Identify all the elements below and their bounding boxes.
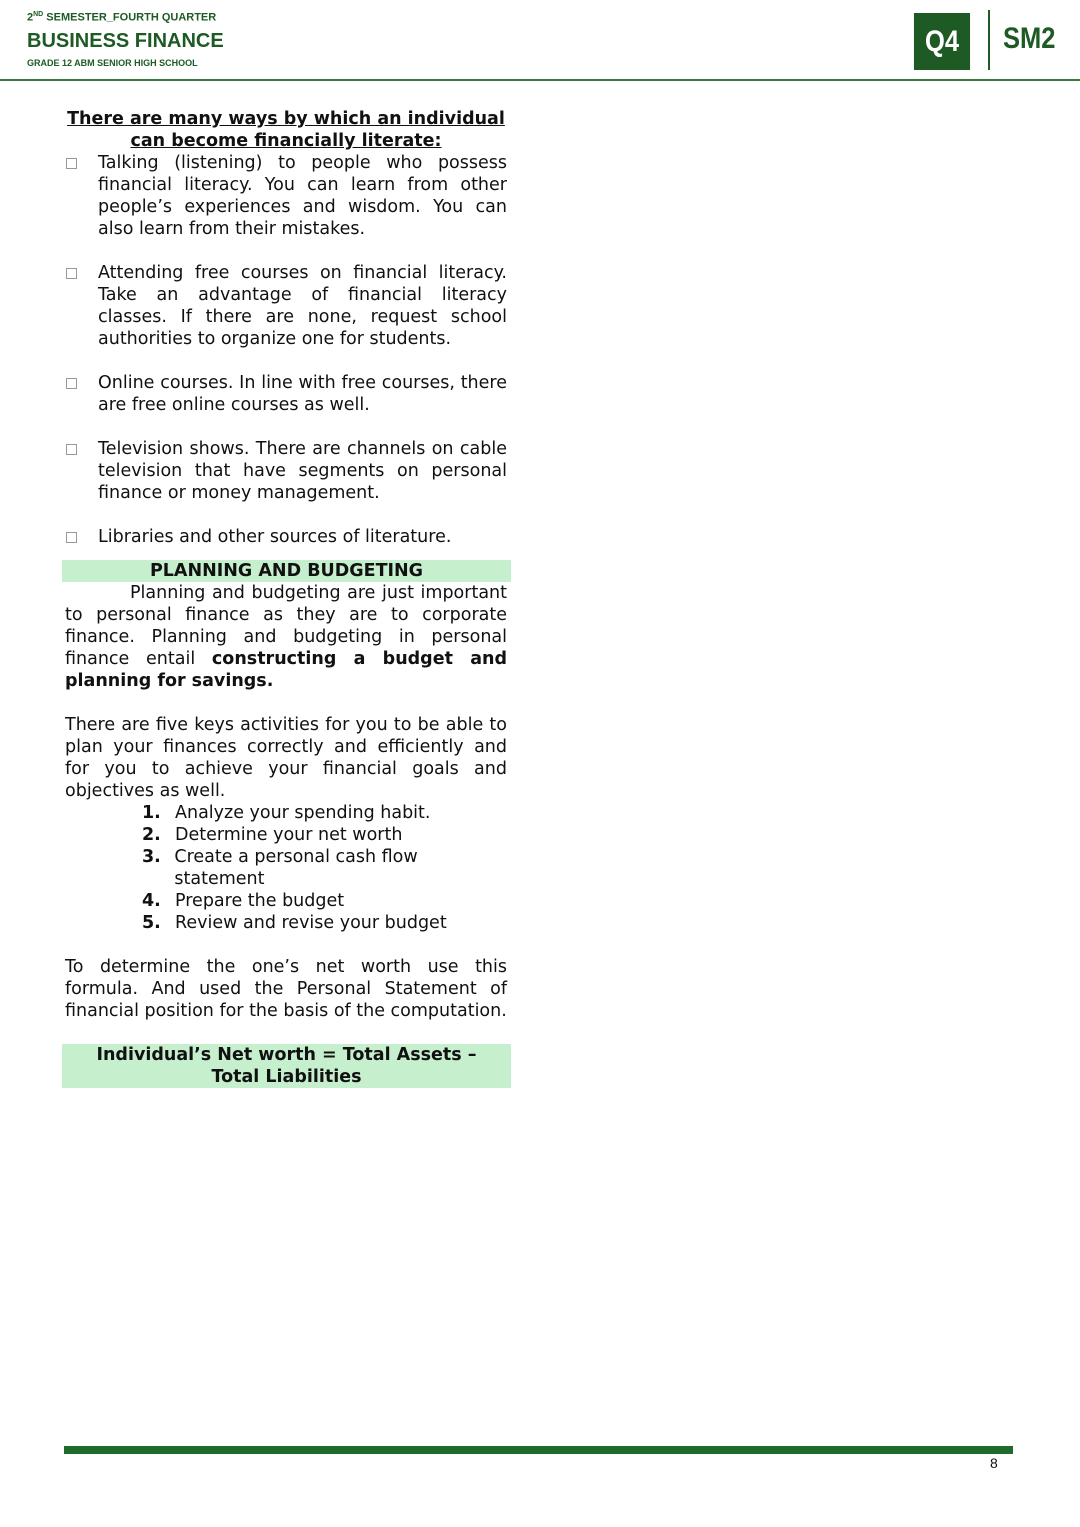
section-heading-planning: PLANNING AND BUDGETING [62,560,511,582]
checkbox-bullet-icon [66,532,77,543]
header-divider [988,10,990,70]
list-item: Libraries and other sources of literature. [65,526,507,548]
footer-rule [64,1446,1013,1454]
list-item: Talking (listening) to people who possess financial literacy. You can learn from other people’s experiences and wisdom. You can also learn from their mistakes. [65,152,507,240]
checkbox-bullet-icon [66,378,77,389]
list-item: Television shows. There are channels on cable television that have segments on personal finance or money management. [65,438,507,504]
planning-intro: Planning and budgeting are just important to personal finance as they are to corporate finance. Planning and budgeting in personal finance entail constructing a budget and planning for savings. [65,583,507,691]
grade-label: GRADE 12 ABM SENIOR HIGH SCHOOL [27,58,198,68]
checkbox-bullet-icon [66,158,77,169]
financial-literacy-heading: There are many ways by which an individual can become financially literate: [67,109,505,151]
page-number: 8 [990,1455,998,1471]
networth-intro: To determine the one’s net worth use this formula. And used the Personal Statement of financial position for the basis of the computation. [65,957,507,1021]
networth-formula: Individual’s Net worth = Total Assets – Total Liabilities [62,1044,511,1088]
list-item: 2. Determine your net worth [142,825,403,845]
module-code: SM2 [1003,22,1056,55]
list-item: 5. Review and revise your budget [142,913,447,933]
subject-title: BUSINESS FINANCE [27,30,224,52]
list-item: Online courses. In line with free courses, there are free online courses as well. [65,372,507,416]
page-content [65,108,507,1088]
list-item: 1. Analyze your spending habit. [142,803,431,823]
activities-intro: There are five keys activities for you to be able to plan your finances correctly and efficiently and for you to achieve your financial goals and objectives as well. [65,715,507,801]
quarter-badge: Q4 [914,13,970,70]
page-header [0,0,1080,82]
list-item: 3. Create a personal cash flow statement [142,847,418,889]
header-rule [0,79,1080,81]
activities-list [65,802,507,934]
list-item: 4. Prepare the budget [142,891,345,911]
list-item: Attending free courses on financial literacy. Take an advantage of financial literacy classes. If there are none, request school authorities to organize one for students. [65,262,507,350]
checkbox-bullet-icon [66,444,77,455]
checkbox-bullet-icon [66,268,77,279]
semester-label: 2ND SEMESTER_FOURTH QUARTER [27,11,217,24]
